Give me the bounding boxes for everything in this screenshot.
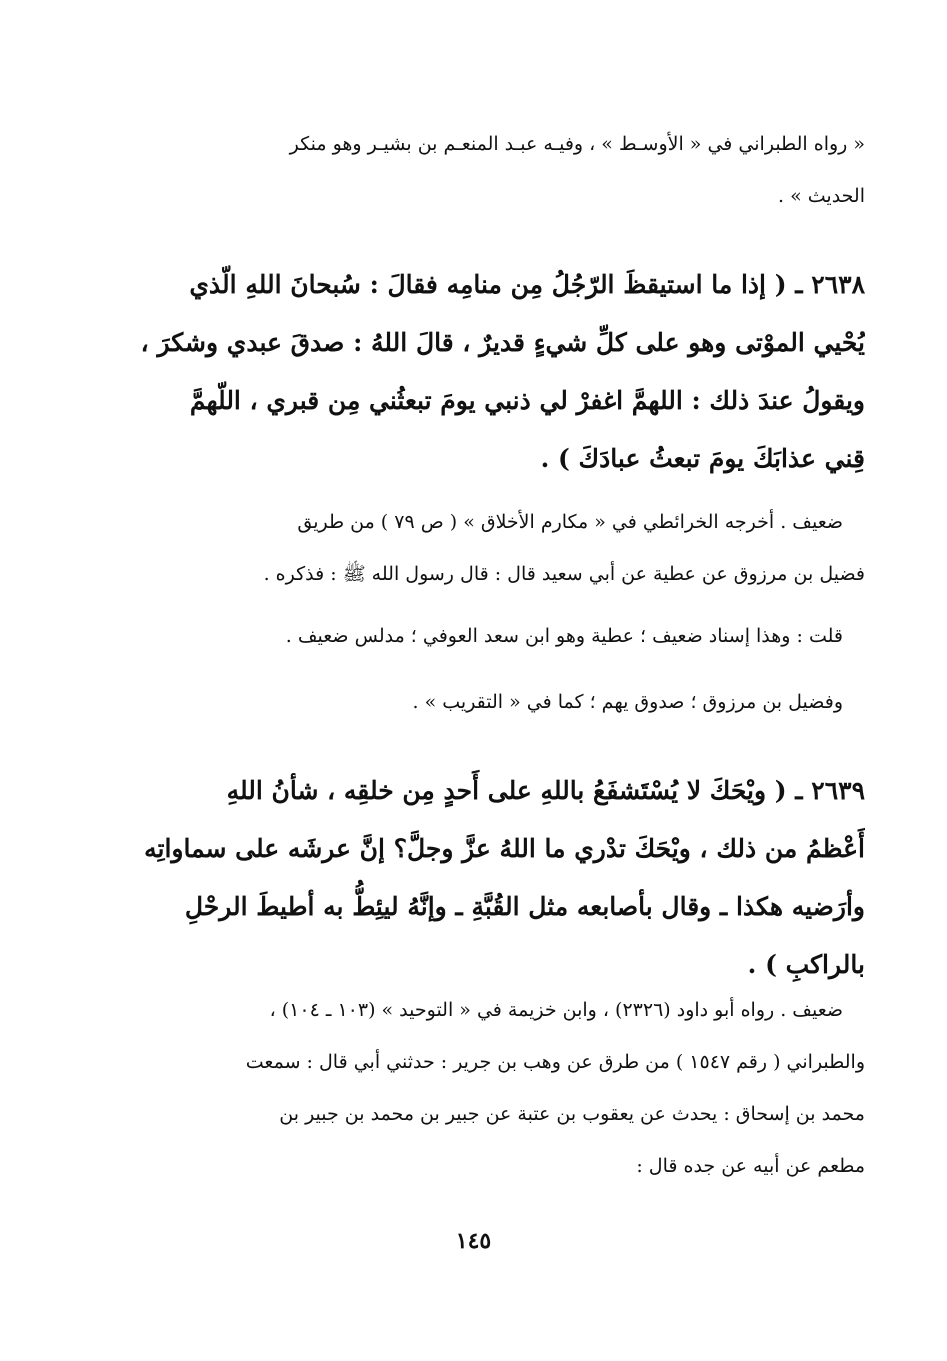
takhrij-2639-line: محمد بن إسحاق : يحدث عن يعقوب بن عتبة عن جبير بن محمد بن جبير بن bbox=[279, 1103, 865, 1125]
takhrij-2638-comment-1 bbox=[120, 610, 865, 662]
top-note-line: « رواه الطبراني في « الأوسـط » ، وفيـه عبـد المنعـم بن بشيـر وهو منكر bbox=[289, 133, 865, 155]
takhrij-2638 bbox=[120, 496, 865, 600]
hadith-2639-line: وأرَضيه هكذا ـ وقال بأصابعه مثل القُبَّةِ ـ وإنَّهُ ليئِطُّ به أطيطَ الرحْلِ bbox=[184, 892, 865, 921]
top-note-line: الحديث » . bbox=[778, 185, 865, 207]
takhrij-2639-line: مطعم عن أبيه عن جده قال : bbox=[636, 1155, 865, 1177]
hadith-2639-line: بالراكبِ ) . bbox=[747, 950, 865, 979]
takhrij-2638-line: فضيل بن مرزوق عن عطية عن أبي سعيد قال : قال رسول الله ﷺ : فذكره . bbox=[263, 563, 865, 585]
hadith-2638-line: يُحْيي الموْتى وهو على كلِّ شيءٍ قديرٌ ، قالَ اللهُ : صدقَ عبدي وشكرَ ، bbox=[140, 328, 865, 357]
hadith-2639-line: ٢٦٣٩ ـ ( ويْحَكَ لا يُسْتَشفَعُ باللهِ على أَحدٍ مِن خلقِه ، شأنُ اللهِ bbox=[226, 776, 865, 805]
hadith-2639 bbox=[120, 762, 865, 994]
takhrij-2638-comment-2 bbox=[120, 676, 865, 728]
hadith-2638-line: ٢٦٣٨ ـ ( إذا ما استيقظَ الرّجُلُ مِن منامِه فقالَ : سُبحانَ اللهِ الّذي bbox=[189, 270, 865, 299]
comment-line: وفضيل بن مرزوق ؛ صدوق يهم ؛ كما في « التقريب » . bbox=[412, 691, 843, 713]
takhrij-2639-line: والطبراني ( رقم ١٥٤٧ ) من طرق عن وهب بن جرير : حدثني أبي قال : سمعت bbox=[245, 1051, 865, 1073]
hadith-2638-line: ويقولُ عندَ ذلك : اللهمَّ اغفرْ لي ذنبي يومَ تبعثُني مِن قبري ، اللّهمَّ bbox=[189, 386, 865, 415]
takhrij-2638-line: ضعيف . أخرجه الخرائطي في « مكارم الأخلاق » ( ص ٧٩ ) من طريق bbox=[297, 511, 843, 533]
comment-line: قلت : وهذا إسناد ضعيف ؛ عطية وهو ابن سعد العوفي ؛ مدلس ضعيف . bbox=[285, 625, 843, 647]
hadith-2638-line: قِني عذابَكَ يومَ تبعثُ عبادَكَ ) . bbox=[540, 444, 865, 473]
hadith-2638 bbox=[120, 256, 865, 488]
takhrij-2639-line: ضعيف . رواه أبو داود (٢٣٢٦) ، وابن خزيمة في « التوحيد » (١٠٣ ـ ١٠٤) ، bbox=[269, 999, 843, 1021]
page-number: ١٤٥ bbox=[455, 1228, 492, 1254]
top-note bbox=[120, 118, 865, 222]
hadith-2639-line: أَعْظمُ من ذلك ، ويْحَكَ تدْري ما اللهُ عزَّ وجلَّ؟ إنَّ عرشَه على سماواتِه bbox=[144, 834, 865, 863]
takhrij-2639 bbox=[120, 984, 865, 1192]
